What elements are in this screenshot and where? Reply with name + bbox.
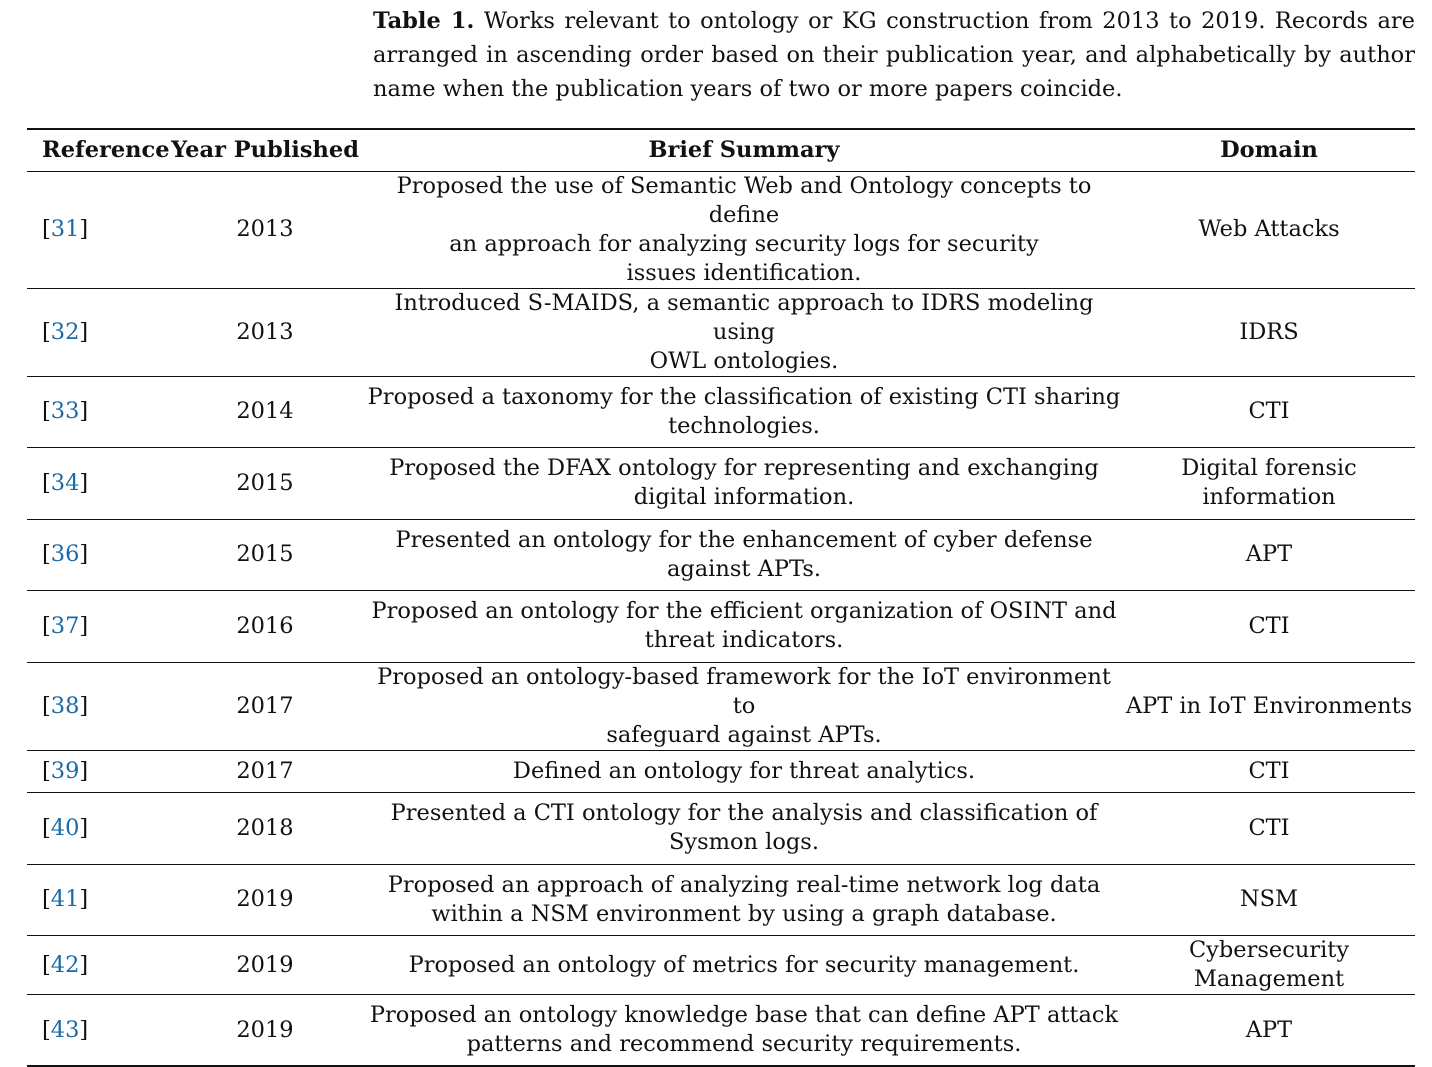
summary-line: OWL ontologies. xyxy=(649,347,839,374)
ref-cell: [41] xyxy=(27,864,165,936)
summary-cell xyxy=(365,448,1123,520)
citation-link[interactable]: 37 xyxy=(50,612,80,639)
header-domain: Domain xyxy=(1123,129,1415,171)
domain-cell: CTI xyxy=(1123,376,1415,448)
domain-cell: CTI xyxy=(1123,750,1415,793)
year-cell: 2013 xyxy=(165,171,365,288)
table-row xyxy=(27,519,1415,591)
year-cell: 2015 xyxy=(165,519,365,591)
domain-cell: APT xyxy=(1123,995,1415,1067)
summary-line: threat indicators. xyxy=(644,627,844,654)
summary-cell xyxy=(365,591,1123,663)
ref-cell: [39] xyxy=(27,750,165,793)
table-row xyxy=(27,793,1415,865)
summary-cell xyxy=(365,662,1123,750)
domain-cell: APT xyxy=(1123,519,1415,591)
domain-cell: CTI xyxy=(1123,793,1415,865)
citation-link[interactable]: 34 xyxy=(50,469,80,496)
summary-line: Proposed the use of Semantic Web and Ontology concepts to define xyxy=(396,172,1092,228)
summary-cell xyxy=(365,519,1123,591)
table-row xyxy=(27,662,1415,750)
summary-cell xyxy=(365,995,1123,1067)
citation-link[interactable]: 39 xyxy=(50,757,80,784)
summary-line: issues identification. xyxy=(626,259,862,286)
citation-link[interactable]: 40 xyxy=(50,814,80,841)
summary-line: Proposed an ontology knowledge base that can define APT attack xyxy=(369,1002,1119,1028)
summary-line: Presented an ontology for the enhancement of cyber defense xyxy=(395,526,1093,553)
header-summary: Brief Summary xyxy=(365,129,1123,171)
table-row xyxy=(27,288,1415,376)
domain-cell: Web Attacks xyxy=(1123,171,1415,288)
table-row xyxy=(27,171,1415,288)
citation-link[interactable]: 43 xyxy=(50,1016,80,1043)
year-cell: 2019 xyxy=(165,936,365,995)
year-cell: 2017 xyxy=(165,662,365,750)
citation-link[interactable]: 36 xyxy=(50,541,80,568)
table-row xyxy=(27,376,1415,448)
summary-line: technologies. xyxy=(668,412,820,439)
year-cell: 2016 xyxy=(165,591,365,663)
year-cell: 2019 xyxy=(165,995,365,1067)
summary-line: digital information. xyxy=(633,484,855,511)
domain-cell: CTI xyxy=(1123,591,1415,663)
summary-line: Proposed an approach of analyzing real-time network log data xyxy=(387,871,1101,898)
table-row xyxy=(27,448,1415,520)
summary-line: Proposed the DFAX ontology for representing and exchanging xyxy=(389,455,1099,482)
summary-line: against APTs. xyxy=(666,555,822,582)
citation-link[interactable]: 42 xyxy=(50,951,80,978)
ref-cell: [36] xyxy=(27,519,165,591)
ref-cell: [42] xyxy=(27,936,165,995)
ref-cell: [43] xyxy=(27,995,165,1067)
ref-cell: [31] xyxy=(27,171,165,288)
summary-line: Proposed an ontology for the efficient organization of OSINT and xyxy=(371,598,1117,625)
domain-cell: Digital forensic information xyxy=(1123,448,1415,520)
header-year: Year Published xyxy=(165,129,365,171)
summary-line: an approach for analyzing security logs for security xyxy=(449,230,1039,257)
summary-cell xyxy=(365,376,1123,448)
citation-link[interactable]: 38 xyxy=(50,692,80,719)
table-row xyxy=(27,750,1415,793)
citation-link[interactable]: 33 xyxy=(50,398,80,425)
year-cell: 2014 xyxy=(165,376,365,448)
summary-cell xyxy=(365,864,1123,936)
table-row xyxy=(27,995,1415,1067)
year-cell: 2013 xyxy=(165,288,365,376)
header-reference: Reference xyxy=(27,129,165,171)
domain-cell: Cybersecurity Management xyxy=(1123,936,1415,995)
summary-line: Presented a CTI ontology for the analysis and classification of xyxy=(390,800,1098,827)
summary-line: safeguard against APTs. xyxy=(606,721,882,748)
year-cell: 2015 xyxy=(165,448,365,520)
table-caption xyxy=(373,4,1415,106)
summary-cell xyxy=(365,288,1123,376)
summary-cell xyxy=(365,793,1123,865)
table-row xyxy=(27,591,1415,663)
works-table xyxy=(27,128,1415,1067)
summary-line: within a NSM environment by using a graph database. xyxy=(431,900,1057,927)
year-cell: 2018 xyxy=(165,793,365,865)
caption-label: Table 1. xyxy=(373,8,475,34)
table-row xyxy=(27,936,1415,995)
year-cell: 2019 xyxy=(165,864,365,936)
summary-line: Defined an ontology for threat analytics. xyxy=(512,757,976,784)
ref-cell: [40] xyxy=(27,793,165,865)
caption-text: Works relevant to ontology or KG construction from 2013 to 2019. Records are arranged in ascending order based on their publication year, and alphabetically by author name when the publication years of two or more papers coincide. xyxy=(373,8,1415,102)
ref-cell: [32] xyxy=(27,288,165,376)
summary-cell xyxy=(365,936,1123,995)
citation-link[interactable]: 32 xyxy=(50,318,80,345)
ref-cell: [33] xyxy=(27,376,165,448)
summary-line: Sysmon logs. xyxy=(668,829,820,856)
domain-cell: NSM xyxy=(1123,864,1415,936)
summary-line: Proposed an ontology of metrics for security management. xyxy=(408,951,1080,978)
summary-cell xyxy=(365,171,1123,288)
ref-cell: [34] xyxy=(27,448,165,520)
summary-cell xyxy=(365,750,1123,793)
summary-line: Proposed a taxonomy for the classification of existing CTI sharing xyxy=(367,383,1121,410)
summary-line: patterns and recommend security requirements. xyxy=(466,1031,1022,1057)
table-header-row xyxy=(27,129,1415,171)
domain-cell: APT in IoT Environments xyxy=(1123,662,1415,750)
ref-cell: [37] xyxy=(27,591,165,663)
citation-link[interactable]: 31 xyxy=(50,216,80,242)
ref-cell: [38] xyxy=(27,662,165,750)
citation-link[interactable]: 41 xyxy=(50,886,80,913)
summary-line: Introduced S-MAIDS, a semantic approach to IDRS modeling using xyxy=(394,289,1094,345)
year-cell: 2017 xyxy=(165,750,365,793)
summary-line: Proposed an ontology-based framework for the IoT environment to xyxy=(377,663,1111,719)
table-row xyxy=(27,864,1415,936)
domain-cell: IDRS xyxy=(1123,288,1415,376)
